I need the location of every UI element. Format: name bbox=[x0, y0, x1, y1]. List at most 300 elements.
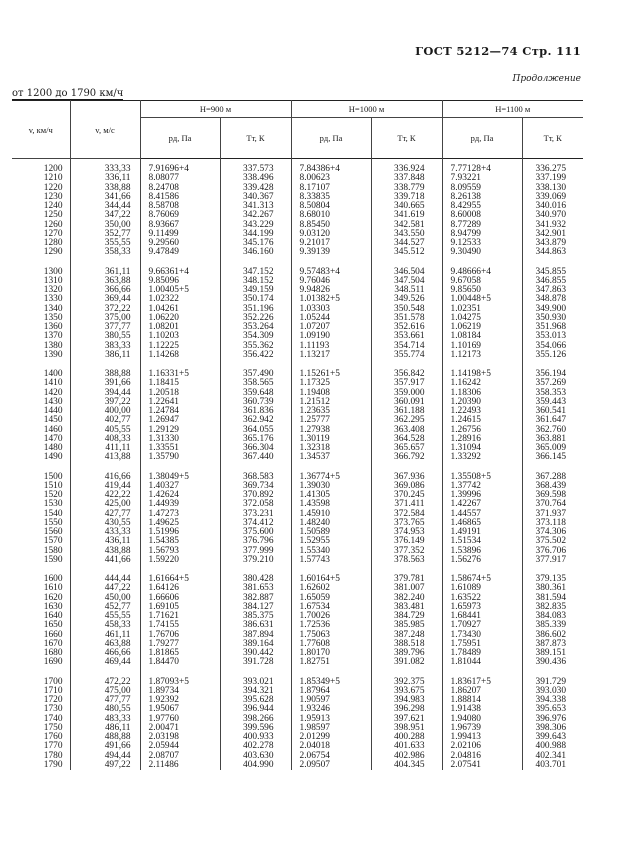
cell-t-1100: 370.764 bbox=[522, 500, 583, 509]
cell-v-ms: 480,55 bbox=[70, 705, 140, 714]
cell-v-ms: 438,88 bbox=[70, 547, 140, 556]
cell-p-900: 8.24708 bbox=[140, 184, 220, 193]
cell-t-1000: 383.481 bbox=[371, 603, 442, 612]
cell-p-1000: 1.32318 bbox=[291, 444, 371, 453]
cell-t-1000: 377.352 bbox=[371, 547, 442, 556]
cell-v-ms: 388,88 bbox=[70, 370, 140, 379]
cell-v-kmh: 1640 bbox=[43, 611, 63, 621]
header-group-1000: H=1000 м bbox=[291, 101, 442, 118]
cell-p-1000: 1.55340 bbox=[291, 547, 371, 556]
cell-p-900: 1.35790 bbox=[140, 453, 220, 462]
cell-t-900: 380.428 bbox=[220, 575, 291, 584]
cell-t-1000: 402.986 bbox=[371, 752, 442, 761]
group-spacer bbox=[12, 668, 583, 678]
cell-p-900: 1.04261 bbox=[140, 305, 220, 314]
cell-p-900: 1.66606 bbox=[140, 594, 220, 603]
cell-v-kmh: 1520 bbox=[43, 490, 63, 500]
cell-t-900: 400.933 bbox=[220, 733, 291, 742]
cell-p-1100: 7.93221 bbox=[442, 174, 522, 183]
cell-v-ms: 416,66 bbox=[70, 473, 140, 482]
table-row bbox=[12, 658, 583, 667]
cell-v-ms: 497,22 bbox=[70, 761, 140, 770]
cell-p-1100: 1.33292 bbox=[442, 453, 522, 462]
table-row bbox=[12, 500, 583, 509]
cell-p-900: 1.64126 bbox=[140, 584, 220, 593]
cell-t-1000: 392.375 bbox=[371, 678, 442, 687]
table-row bbox=[12, 444, 583, 453]
cell-t-1000: 385.985 bbox=[371, 621, 442, 630]
cell-t-1100: 384.083 bbox=[522, 612, 583, 621]
cell-p-900: 1.71621 bbox=[140, 612, 220, 621]
cell-p-1000: 8.00623 bbox=[291, 174, 371, 183]
cell-v-ms: 413,88 bbox=[70, 453, 140, 462]
cell-v-ms: 363,88 bbox=[70, 277, 140, 286]
cell-t-900: 350.174 bbox=[220, 295, 291, 304]
cell-v-ms: 355,55 bbox=[70, 239, 140, 248]
cell-p-1000: 1.01382+5 bbox=[291, 295, 371, 304]
group-spacer bbox=[12, 360, 583, 370]
cell-v-kmh: 1400 bbox=[43, 369, 63, 379]
cell-v-ms: 452,77 bbox=[70, 603, 140, 612]
cell-p-1000: 2.09507 bbox=[291, 761, 371, 770]
cell-t-900: 404.990 bbox=[220, 761, 291, 770]
cell-p-900: 1.29129 bbox=[140, 426, 220, 435]
speed-range bbox=[12, 88, 123, 99]
table-row bbox=[12, 640, 583, 649]
cell-p-900: 9.29560 bbox=[140, 239, 220, 248]
cell-t-1000: 362.295 bbox=[371, 416, 442, 425]
cell-p-900: 1.87093+5 bbox=[140, 678, 220, 687]
cell-p-1100: 1.88814 bbox=[442, 696, 522, 705]
cell-p-1100: 1.63522 bbox=[442, 594, 522, 603]
cell-t-900: 365.176 bbox=[220, 435, 291, 444]
cell-p-900: 1.79277 bbox=[140, 640, 220, 649]
cell-t-1000: 365.657 bbox=[371, 444, 442, 453]
cell-p-900: 2.11486 bbox=[140, 761, 220, 770]
cell-v-ms: 341,66 bbox=[70, 193, 140, 202]
cell-p-1100: 1.18306 bbox=[442, 389, 522, 398]
cell-p-900: 8.76069 bbox=[140, 211, 220, 220]
cell-p-1000: 1.36774+5 bbox=[291, 473, 371, 482]
cell-v-kmh: 1630 bbox=[43, 601, 63, 612]
cell-v-kmh: 1350 bbox=[43, 312, 63, 323]
cell-p-1100: 1.37742 bbox=[442, 482, 522, 491]
cell-t-900: 361.836 bbox=[220, 407, 291, 416]
cell-t-900: 364.055 bbox=[220, 426, 291, 435]
header-p-2: pд, Па bbox=[291, 118, 371, 159]
cell-t-900: 374.412 bbox=[220, 519, 291, 528]
table-row bbox=[12, 715, 583, 724]
table-body bbox=[12, 159, 583, 771]
cell-v-ms: 475,00 bbox=[70, 687, 140, 696]
table-row bbox=[12, 159, 583, 175]
cell-v-kmh: 1340 bbox=[43, 303, 63, 314]
cell-v-ms: 422,22 bbox=[70, 491, 140, 500]
cell-p-1000: 9.39139 bbox=[291, 248, 371, 257]
cell-t-1000: 404.345 bbox=[371, 761, 442, 770]
cell-v-kmh: 1430 bbox=[43, 396, 63, 407]
cell-p-1000: 1.90597 bbox=[291, 696, 371, 705]
table-row bbox=[12, 510, 583, 519]
table-row bbox=[12, 705, 583, 714]
cell-p-1000: 1.98597 bbox=[291, 724, 371, 733]
cell-v-ms: 458,33 bbox=[70, 621, 140, 630]
table-row bbox=[12, 482, 583, 491]
cell-p-900: 1.54385 bbox=[140, 537, 220, 546]
cell-t-1100: 387.873 bbox=[522, 640, 583, 649]
cell-v-kmh: 1480 bbox=[43, 443, 63, 453]
cell-p-1000: 1.21512 bbox=[291, 398, 371, 407]
cell-v-kmh: 1670 bbox=[43, 638, 63, 649]
cell-p-900: 1.26947 bbox=[140, 416, 220, 425]
cell-p-900: 7.91696+4 bbox=[140, 159, 220, 175]
table-row bbox=[12, 221, 583, 230]
group-spacer bbox=[12, 565, 583, 575]
cell-v-kmh: 1390 bbox=[43, 349, 63, 360]
cell-p-900: 9.47849 bbox=[140, 248, 220, 257]
cell-p-1000: 1.87964 bbox=[291, 687, 371, 696]
table-row bbox=[12, 174, 583, 183]
cell-t-1000: 389.796 bbox=[371, 649, 442, 658]
cell-v-kmh: 1440 bbox=[43, 406, 63, 416]
cell-t-1000: 381.007 bbox=[371, 584, 442, 593]
cell-t-1000: 384.729 bbox=[371, 612, 442, 621]
cell-t-1000: 349.526 bbox=[371, 295, 442, 304]
cell-t-900: 375.600 bbox=[220, 528, 291, 537]
cell-t-900: 373.231 bbox=[220, 510, 291, 519]
cell-t-1000: 360.091 bbox=[371, 398, 442, 407]
cell-p-1000: 1.82751 bbox=[291, 658, 371, 667]
cell-p-1100: 1.99413 bbox=[442, 733, 522, 742]
cell-v-kmh: 1320 bbox=[43, 285, 63, 295]
cell-p-1100: 1.24615 bbox=[442, 416, 522, 425]
cell-t-1000: 376.149 bbox=[371, 537, 442, 546]
cell-t-1100: 398.306 bbox=[522, 724, 583, 733]
cell-p-1000: 1.05244 bbox=[291, 314, 371, 323]
table-row bbox=[12, 351, 583, 360]
cell-v-kmh: 1680 bbox=[43, 648, 63, 658]
cell-p-900: 8.93667 bbox=[140, 221, 220, 230]
cell-t-1100: 349.900 bbox=[522, 305, 583, 314]
cell-t-900: 370.892 bbox=[220, 491, 291, 500]
cell-v-kmh: 1570 bbox=[43, 536, 63, 547]
cell-v-kmh: 1600 bbox=[43, 574, 63, 584]
cell-p-900: 1.33551 bbox=[140, 444, 220, 453]
cell-t-900: 353.264 bbox=[220, 323, 291, 332]
cell-v-kmh: 1770 bbox=[43, 741, 63, 752]
cell-v-ms: 333,33 bbox=[70, 159, 140, 175]
cell-p-1100: 1.53896 bbox=[442, 547, 522, 556]
cell-v-kmh: 1550 bbox=[43, 517, 63, 528]
cell-t-1100: 345.855 bbox=[522, 268, 583, 277]
cell-t-1100: 382.835 bbox=[522, 603, 583, 612]
cell-t-1000: 394.983 bbox=[371, 696, 442, 705]
cell-p-900: 1.20518 bbox=[140, 389, 220, 398]
cell-p-1000: 1.52955 bbox=[291, 537, 371, 546]
cell-v-ms: 375,00 bbox=[70, 314, 140, 323]
cell-p-1100: 1.96739 bbox=[442, 724, 522, 733]
cell-v-ms: 344,44 bbox=[70, 202, 140, 211]
cell-v-kmh: 1750 bbox=[43, 722, 63, 733]
cell-v-ms: 433,33 bbox=[70, 528, 140, 537]
cell-p-1100: 9.12533 bbox=[442, 239, 522, 248]
cell-p-1100: 1.61089 bbox=[442, 584, 522, 593]
table-row bbox=[12, 733, 583, 742]
table-row bbox=[12, 519, 583, 528]
cell-t-1000: 371.411 bbox=[371, 500, 442, 509]
cell-p-1100: 1.02351 bbox=[442, 305, 522, 314]
cell-p-1000: 1.57743 bbox=[291, 556, 371, 565]
cell-v-ms: 488,88 bbox=[70, 733, 140, 742]
table-row bbox=[12, 761, 583, 770]
cell-t-900: 376.796 bbox=[220, 537, 291, 546]
cell-p-1100: 8.60008 bbox=[442, 211, 522, 220]
cell-t-1000: 342.581 bbox=[371, 221, 442, 230]
cell-p-900: 1.59220 bbox=[140, 556, 220, 565]
cell-p-1100: 1.86207 bbox=[442, 687, 522, 696]
cell-p-1000: 1.09190 bbox=[291, 332, 371, 341]
cell-v-ms: 461,11 bbox=[70, 631, 140, 640]
cell-p-1100: 1.00448+5 bbox=[442, 295, 522, 304]
cell-v-ms: 380,55 bbox=[70, 332, 140, 341]
table-row bbox=[12, 426, 583, 435]
cell-v-ms: 450,00 bbox=[70, 594, 140, 603]
cell-p-1000: 1.93246 bbox=[291, 705, 371, 714]
table-row bbox=[12, 752, 583, 761]
cell-t-1100: 357.269 bbox=[522, 379, 583, 388]
cell-p-1000: 1.27938 bbox=[291, 426, 371, 435]
cell-t-1000: 396.298 bbox=[371, 705, 442, 714]
cell-p-1000: 1.85349+5 bbox=[291, 678, 371, 687]
cell-t-1100: 365.009 bbox=[522, 444, 583, 453]
cell-t-1000: 354.714 bbox=[371, 342, 442, 351]
cell-t-1000: 341.619 bbox=[371, 211, 442, 220]
cell-p-900: 1.31330 bbox=[140, 435, 220, 444]
cell-t-1000: 379.781 bbox=[371, 575, 442, 584]
cell-p-900: 2.03198 bbox=[140, 733, 220, 742]
cell-v-ms: 369,44 bbox=[70, 295, 140, 304]
cell-p-1000: 9.94826 bbox=[291, 286, 371, 295]
cell-p-1000: 9.76046 bbox=[291, 277, 371, 286]
cell-p-900: 1.08201 bbox=[140, 323, 220, 332]
table-row bbox=[12, 305, 583, 314]
cell-p-900: 1.74155 bbox=[140, 621, 220, 630]
cell-t-900: 379.210 bbox=[220, 556, 291, 565]
cell-v-kmh: 1300 bbox=[43, 266, 63, 277]
cell-t-1100: 380.361 bbox=[522, 584, 583, 593]
cell-v-ms: 400,00 bbox=[70, 407, 140, 416]
cell-p-1100: 1.70927 bbox=[442, 621, 522, 630]
cell-p-900: 1.40327 bbox=[140, 482, 220, 491]
cell-t-1000: 339.718 bbox=[371, 193, 442, 202]
cell-p-900: 1.95067 bbox=[140, 705, 220, 714]
cell-p-1100: 1.16242 bbox=[442, 379, 522, 388]
cell-t-900: 346.160 bbox=[220, 248, 291, 257]
cell-p-900: 1.10203 bbox=[140, 332, 220, 341]
cell-t-1000: 357.917 bbox=[371, 379, 442, 388]
cell-p-1100: 1.20390 bbox=[442, 398, 522, 407]
cell-v-ms: 491,66 bbox=[70, 742, 140, 751]
cell-p-1100: 1.14198+5 bbox=[442, 370, 522, 379]
cell-t-1100: 386.602 bbox=[522, 631, 583, 640]
cell-t-900: 344.199 bbox=[220, 230, 291, 239]
cell-p-1000: 9.57483+4 bbox=[291, 268, 371, 277]
cell-t-1000: 382.240 bbox=[371, 594, 442, 603]
cell-p-1100: 8.42955 bbox=[442, 202, 522, 211]
table-row bbox=[12, 295, 583, 304]
cell-p-1000: 1.75063 bbox=[291, 631, 371, 640]
cell-t-900: 381.653 bbox=[220, 584, 291, 593]
cell-t-1000: 347.504 bbox=[371, 277, 442, 286]
table-row bbox=[12, 528, 583, 537]
cell-p-1000: 1.25777 bbox=[291, 416, 371, 425]
table-row bbox=[12, 323, 583, 332]
cell-p-1100: 1.42267 bbox=[442, 500, 522, 509]
cell-v-ms: 419,44 bbox=[70, 482, 140, 491]
cell-p-1100: 1.81044 bbox=[442, 658, 522, 667]
cell-p-900: 1.22641 bbox=[140, 398, 220, 407]
cell-v-ms: 350,00 bbox=[70, 221, 140, 230]
cell-t-1000: 397.621 bbox=[371, 715, 442, 724]
table-row bbox=[12, 687, 583, 696]
cell-p-1000: 8.68010 bbox=[291, 211, 371, 220]
cell-p-1100: 1.04275 bbox=[442, 314, 522, 323]
cell-v-kmh: 1660 bbox=[43, 629, 63, 640]
header-t-2: Tт, К bbox=[371, 118, 442, 159]
cell-p-1100: 9.48666+4 bbox=[442, 268, 522, 277]
cell-t-900: 386.631 bbox=[220, 621, 291, 630]
cell-t-1100: 385.339 bbox=[522, 621, 583, 630]
cell-t-1100: 367.288 bbox=[522, 473, 583, 482]
cell-t-900: 339.428 bbox=[220, 184, 291, 193]
cell-t-1100: 336.275 bbox=[522, 159, 583, 175]
cell-p-1100: 1.65973 bbox=[442, 603, 522, 612]
cell-v-kmh: 1450 bbox=[43, 415, 63, 426]
cell-t-900: 394.321 bbox=[220, 687, 291, 696]
cell-t-900: 360.739 bbox=[220, 398, 291, 407]
cell-p-1100: 8.77289 bbox=[442, 221, 522, 230]
cell-t-1100: 351.968 bbox=[522, 323, 583, 332]
cell-p-1100: 2.04816 bbox=[442, 752, 522, 761]
cell-p-1100: 1.94080 bbox=[442, 715, 522, 724]
table-row bbox=[12, 612, 583, 621]
cell-t-1000: 364.528 bbox=[371, 435, 442, 444]
cell-v-kmh: 1230 bbox=[43, 191, 63, 202]
cell-t-1000: 400.288 bbox=[371, 733, 442, 742]
cell-p-1000: 1.13217 bbox=[291, 351, 371, 360]
cell-v-ms: 408,33 bbox=[70, 435, 140, 444]
cell-t-1100: 353.013 bbox=[522, 332, 583, 341]
cell-t-1100: 375.502 bbox=[522, 537, 583, 546]
cell-v-ms: 347,22 bbox=[70, 211, 140, 220]
cell-t-1000: 353.661 bbox=[371, 332, 442, 341]
cell-v-ms: 391,66 bbox=[70, 379, 140, 388]
cell-p-1000: 1.67534 bbox=[291, 603, 371, 612]
cell-t-900: 358.565 bbox=[220, 379, 291, 388]
table-row bbox=[12, 239, 583, 248]
continuation-label: Продолжение bbox=[512, 74, 581, 84]
table-row bbox=[12, 473, 583, 482]
cell-p-1100: 9.85650 bbox=[442, 286, 522, 295]
cell-t-1100: 396.976 bbox=[522, 715, 583, 724]
cell-t-1100: 338.130 bbox=[522, 184, 583, 193]
cell-t-900: 351.196 bbox=[220, 305, 291, 314]
cell-t-900: 403.630 bbox=[220, 752, 291, 761]
cell-v-ms: 338,88 bbox=[70, 184, 140, 193]
cell-t-1000: 363.408 bbox=[371, 426, 442, 435]
cell-p-1000: 1.60164+5 bbox=[291, 575, 371, 584]
cell-p-1000: 1.50589 bbox=[291, 528, 371, 537]
cell-p-900: 1.92392 bbox=[140, 696, 220, 705]
cell-p-1100: 1.12173 bbox=[442, 351, 522, 360]
cell-v-ms: 477,77 bbox=[70, 696, 140, 705]
cell-v-kmh: 1410 bbox=[43, 378, 63, 389]
cell-v-kmh: 1790 bbox=[43, 759, 63, 770]
table-row bbox=[12, 202, 583, 211]
cell-t-1100: 379.135 bbox=[522, 575, 583, 584]
table-row bbox=[12, 389, 583, 398]
cell-v-kmh: 1460 bbox=[43, 424, 63, 435]
cell-v-kmh: 1490 bbox=[43, 452, 63, 463]
cell-t-900: 377.999 bbox=[220, 547, 291, 556]
cell-p-1000: 7.84386+4 bbox=[291, 159, 371, 175]
cell-v-ms: 397,22 bbox=[70, 398, 140, 407]
cell-t-1100: 347.863 bbox=[522, 286, 583, 295]
table-row bbox=[12, 435, 583, 444]
table-row bbox=[12, 193, 583, 202]
cell-t-900: 340.367 bbox=[220, 193, 291, 202]
cell-t-900: 387.894 bbox=[220, 631, 291, 640]
cell-t-900: 337.573 bbox=[220, 159, 291, 175]
table-row bbox=[12, 575, 583, 584]
group-spacer bbox=[12, 463, 583, 473]
cell-p-900: 1.16331+5 bbox=[140, 370, 220, 379]
cell-p-1000: 8.85450 bbox=[291, 221, 371, 230]
cell-v-kmh: 1710 bbox=[43, 685, 63, 696]
cell-p-1000: 1.17325 bbox=[291, 379, 371, 388]
cell-v-ms: 402,77 bbox=[70, 416, 140, 425]
cell-t-1100: 402.341 bbox=[522, 752, 583, 761]
cell-p-1100: 1.06219 bbox=[442, 323, 522, 332]
header-v-kmh: v, км/ч bbox=[12, 101, 70, 159]
cell-v-ms: 469,44 bbox=[70, 658, 140, 667]
cell-v-kmh: 1720 bbox=[43, 695, 63, 705]
cell-v-ms: 372,22 bbox=[70, 305, 140, 314]
cell-p-1000: 1.80170 bbox=[291, 649, 371, 658]
cell-t-900: 343.229 bbox=[220, 221, 291, 230]
cell-t-1000: 388.518 bbox=[371, 640, 442, 649]
cell-t-1100: 354.066 bbox=[522, 342, 583, 351]
cell-p-900: 1.61664+5 bbox=[140, 575, 220, 584]
cell-t-900: 356.422 bbox=[220, 351, 291, 360]
cell-p-1100: 9.67058 bbox=[442, 277, 522, 286]
cell-t-900: 348.152 bbox=[220, 277, 291, 286]
cell-p-900: 1.81865 bbox=[140, 649, 220, 658]
cell-t-900: 395.628 bbox=[220, 696, 291, 705]
cell-p-1100: 8.09559 bbox=[442, 184, 522, 193]
cell-t-1100: 350.930 bbox=[522, 314, 583, 323]
cell-t-1000: 391.082 bbox=[371, 658, 442, 667]
cell-t-1100: 394.338 bbox=[522, 696, 583, 705]
cell-v-kmh: 1360 bbox=[43, 322, 63, 332]
cell-t-900: 355.362 bbox=[220, 342, 291, 351]
table-row bbox=[12, 370, 583, 379]
cell-v-ms: 455,55 bbox=[70, 612, 140, 621]
cell-v-kmh: 1260 bbox=[43, 219, 63, 230]
cell-v-kmh: 1540 bbox=[43, 508, 63, 519]
table-row bbox=[12, 547, 583, 556]
cell-t-1000: 401.633 bbox=[371, 742, 442, 751]
